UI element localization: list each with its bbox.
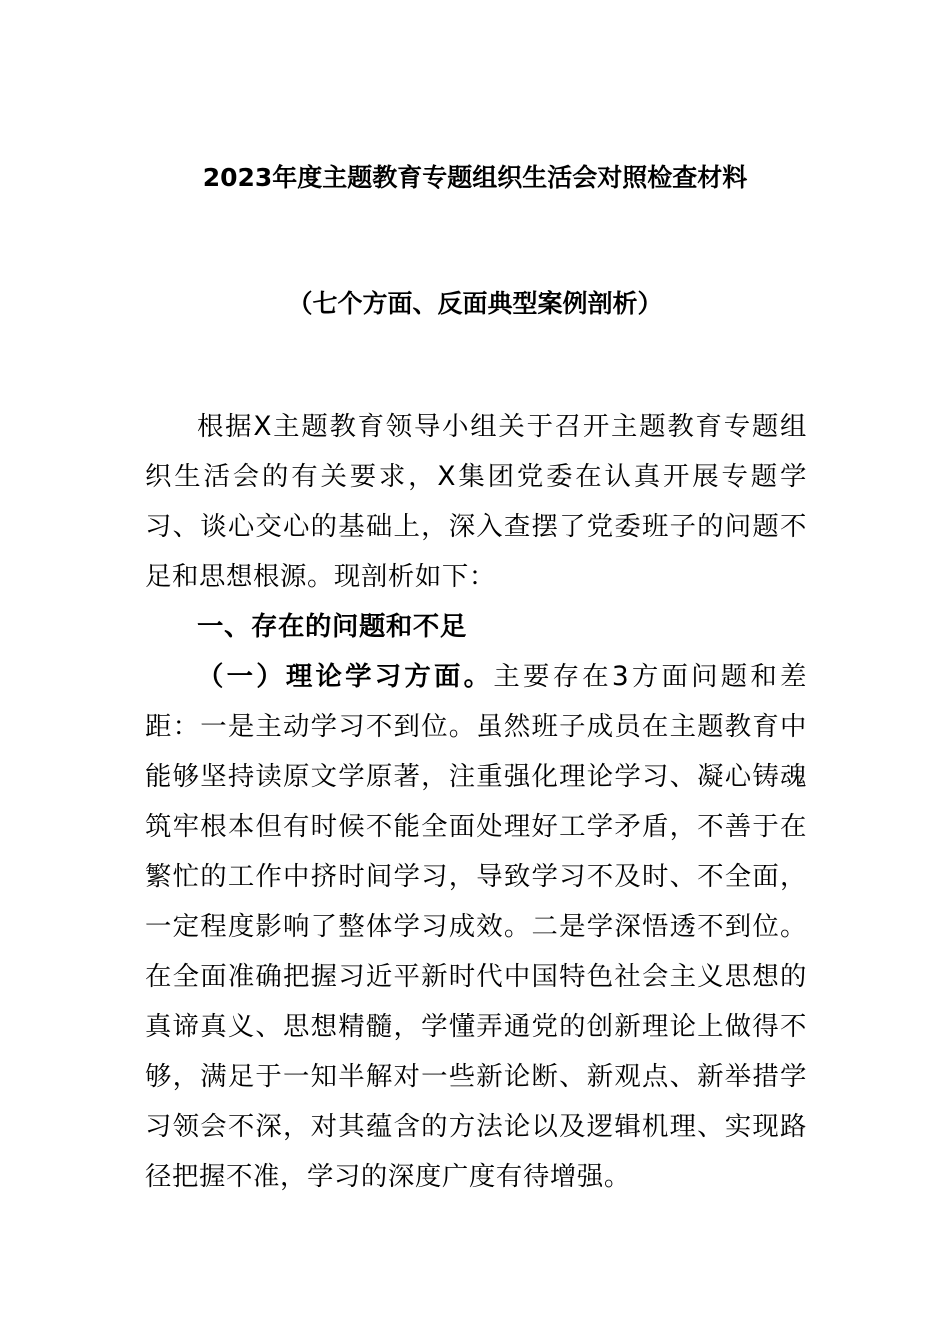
subsection-text: 主要存在3方面问题和差距：一是主动学习不到位。虽然班子成员在主题教育中能够坚持读原文学原著，注重强化理论学习、凝心铸魂筑牢根本但有时候不能全面处理好工学矛盾，不善于在繁忙的工作中挤时间学习，导致学习不及时、不全面，一定程度影响了整体学习成效。二是学深悟透不到位。在全面准确把握习近平新时代中国特色社会主义思想的真谛真义、思想精髓，学懂弄通党的创新理论上做得不够，满足于一知半解对一些新论断、新观点、新举措学习领会不深，对其蕴含的方法论以及逻辑机理、实现路径把握不准，学习的深度广度有待增强。: [145, 661, 808, 1192]
intro-paragraph: 根据X主题教育领导小组关于召开主题教育专题组织生活会的有关要求，X集团党委在认真开展专题学习、谈心交心的基础上，深入查摆了党委班子的问题不足和思想根源。现剖析如下：: [145, 411, 807, 592]
document-body: [145, 402, 807, 1202]
document-title: 2023年度主题教育专题组织生活会对照检查材料: [202, 163, 748, 192]
section-heading: 一、存在的问题和不足: [197, 611, 467, 642]
document-subtitle: （七个方面、反面典型案例剖析）: [287, 289, 663, 318]
subsection-paragraph: [145, 652, 807, 1202]
subsection-label: （一）理论学习方面。: [197, 661, 494, 692]
